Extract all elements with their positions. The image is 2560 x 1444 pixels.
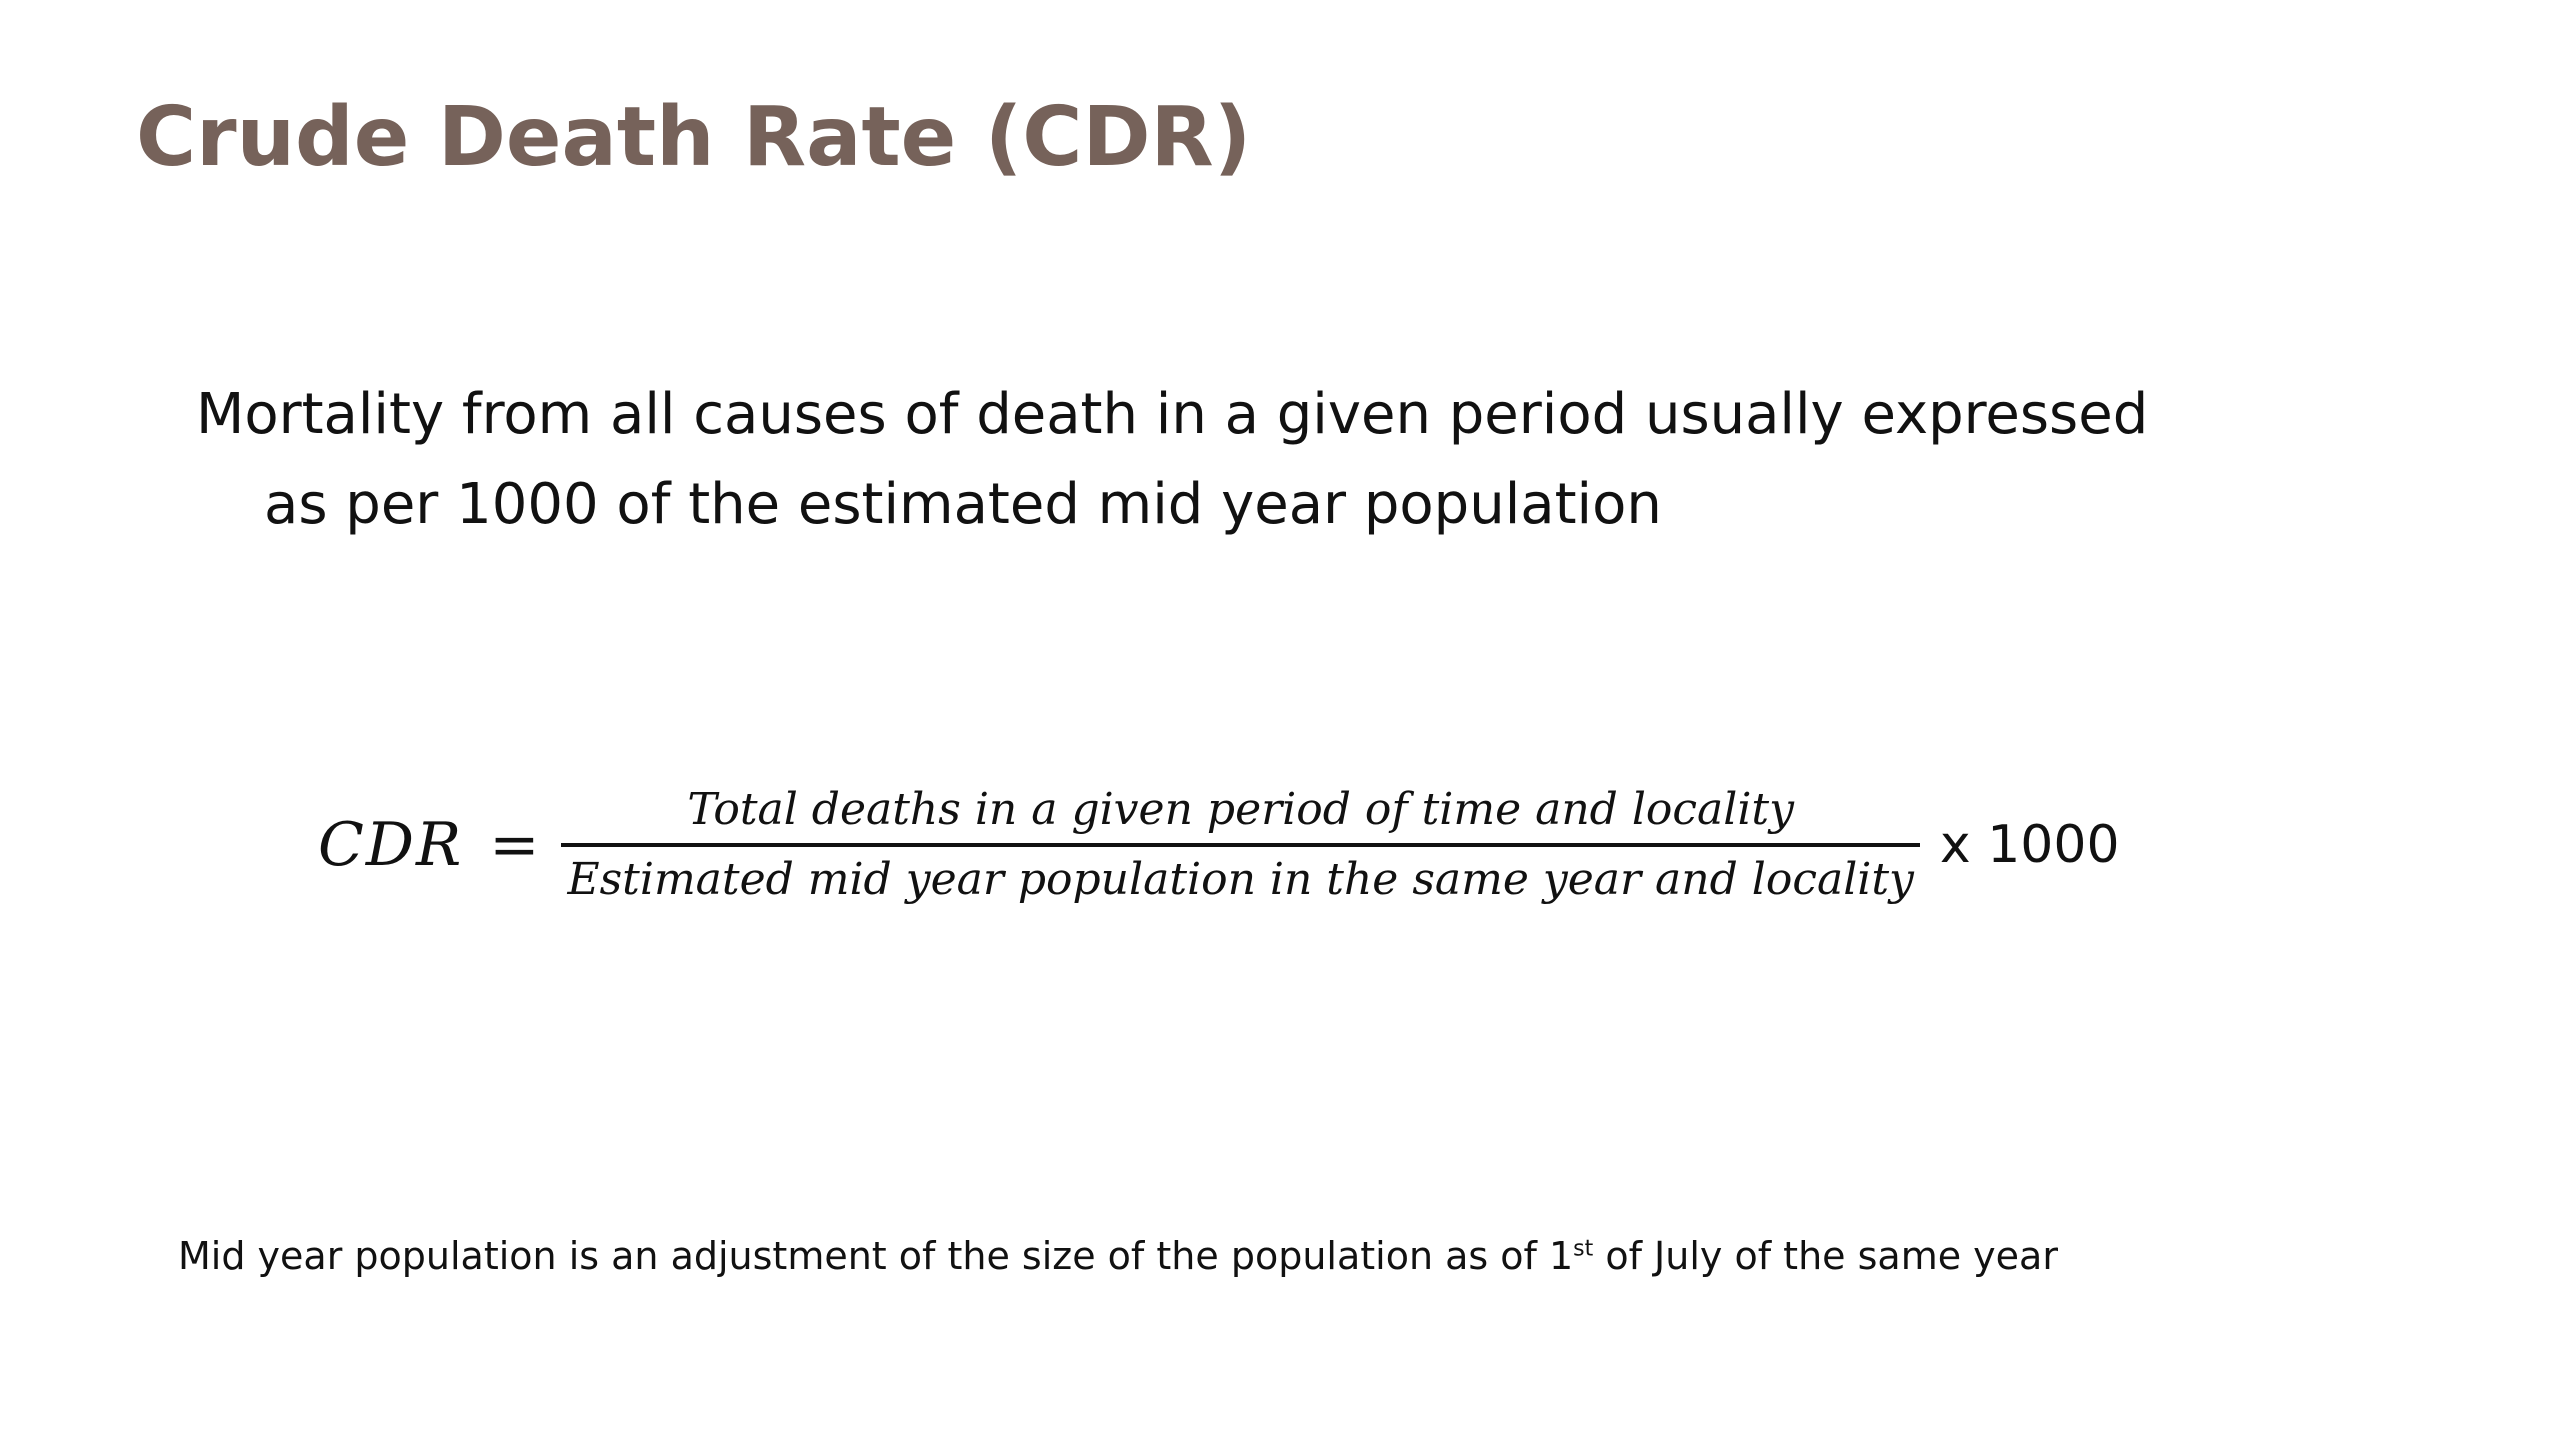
- definition-line-2: as per 1000 of the estimated mid year population: [264, 472, 1662, 537]
- formula-equals-sign: =: [489, 810, 540, 880]
- formula-fraction: [561, 780, 1919, 910]
- formula-denominator: Estimated mid year population in the same year and locality: [567, 854, 1914, 905]
- formula-multiplier: x 1000: [1939, 815, 2120, 875]
- definition-text: [196, 370, 2396, 550]
- formula-lhs: CDR: [318, 810, 464, 880]
- definition-line-1: Mortality from all causes of death in a given period usually expressed: [196, 382, 2149, 447]
- formula-numerator: Total deaths in a given period of time and locality: [687, 784, 1794, 835]
- footnote: [178, 1228, 2058, 1284]
- slide-title: Crude Death Rate (CDR): [136, 90, 1252, 185]
- fraction-bar: [561, 843, 1919, 847]
- footnote-text-before: Mid year population is an adjustment of the size of the population as of 1: [178, 1234, 1574, 1278]
- footnote-superscript: st: [1573, 1236, 1594, 1262]
- footnote-text-after: of July of the same year: [1593, 1234, 2058, 1278]
- cdr-formula: [318, 780, 2120, 910]
